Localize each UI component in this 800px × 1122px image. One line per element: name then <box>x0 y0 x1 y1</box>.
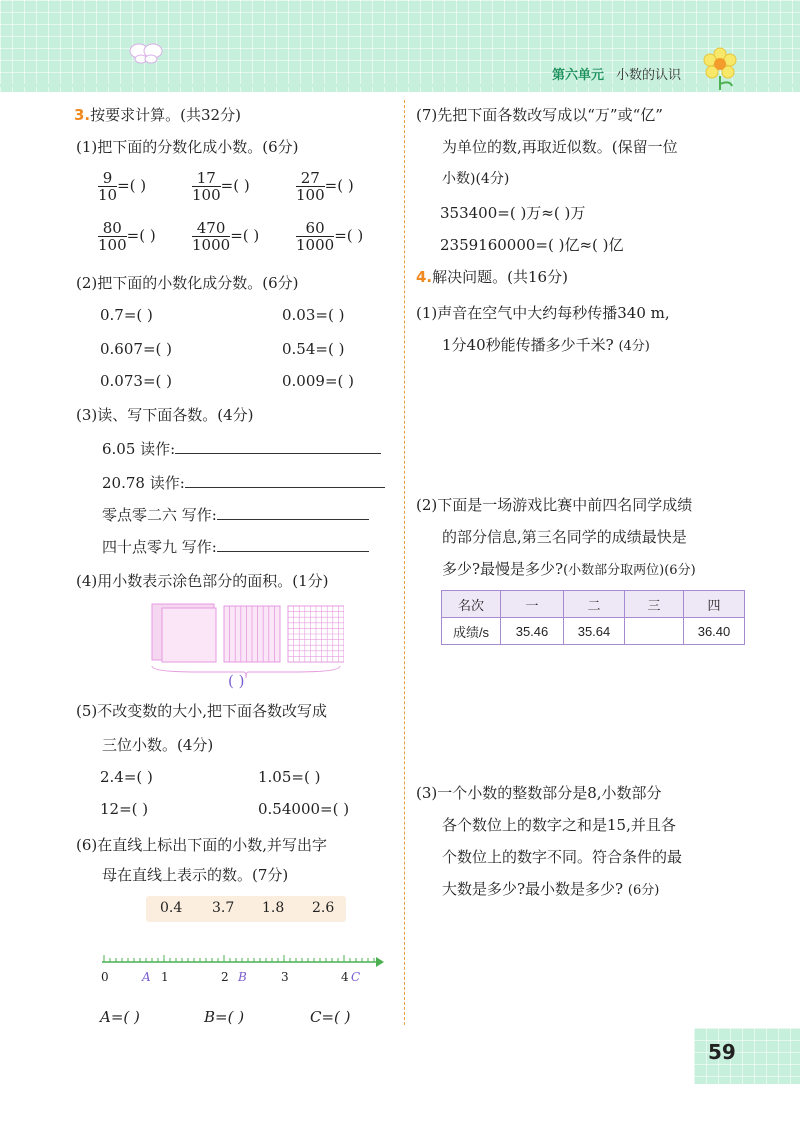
unit-label: 第六单元 <box>552 68 605 83</box>
q7-label-line2: 为单位的数,再取近似数。(保留一位 <box>442 138 678 156</box>
q7-label-line1: (7)先把下面各数改写成以“万”或“亿” <box>416 106 663 124</box>
fraction-blank: =( ) <box>324 176 354 195</box>
section4-points: (共16分) <box>507 268 568 286</box>
decimal-item: 0.009=( ) <box>282 372 354 390</box>
fraction-denominator: 100 <box>98 236 127 254</box>
p2-question: 多少?最慢是多少? <box>442 560 564 578</box>
answer-a: A=( ) <box>100 1008 140 1026</box>
fraction-blank: =( ) <box>220 176 250 195</box>
q7-item: 353400=( )万≈( )万 <box>440 204 586 222</box>
answer-line[interactable] <box>217 519 369 520</box>
fraction-item <box>296 170 354 203</box>
decimal-number: 1.8 <box>262 900 285 916</box>
decimal-item: 0.607=( ) <box>100 340 172 358</box>
flower-icon <box>700 46 740 90</box>
p1-question: 1分40秒能传播多少千米? <box>442 336 614 354</box>
read-write-prompt: 6.05 读作: <box>102 440 176 458</box>
table-header-cell: 一 <box>501 591 564 618</box>
p1-points: (4分) <box>618 339 650 354</box>
fraction-item <box>98 220 156 253</box>
fraction-numerator: 9 <box>98 170 117 187</box>
table-header-cell: 三 <box>625 591 684 618</box>
table-header-cell: 四 <box>684 591 745 618</box>
read-write-item <box>102 438 381 459</box>
q7-item: 2359160000=( )亿≈( )亿 <box>440 236 624 254</box>
fraction-numerator: 80 <box>98 220 127 237</box>
q5-label-line1: (5)不改变数的大小,把下面各数改写成 <box>76 702 328 720</box>
q2-label: (2)把下面的小数化成分数。(6分) <box>76 274 299 292</box>
point-label-a: A <box>142 970 151 984</box>
decimal-number: 3.7 <box>212 900 235 916</box>
p2-points: (小数部分取两位)(6分) <box>563 563 696 578</box>
table-cell: 35.46 <box>501 618 564 645</box>
three-decimal-item: 1.05=( ) <box>258 768 321 786</box>
page-number: 59 <box>708 1040 736 1064</box>
read-write-prompt: 零点零二六 写作: <box>102 506 217 524</box>
q6-label-line2: 母在直线上表示的数。(7分) <box>102 866 289 884</box>
p3-line1: (3)一个小数的整数部分是8,小数部分 <box>416 784 662 802</box>
point-label-b: B <box>238 970 247 984</box>
p2-line3 <box>442 558 696 579</box>
fraction-denominator: 10 <box>98 186 118 204</box>
three-decimal-item: 0.54000=( ) <box>258 800 350 818</box>
q4-answer-blank[interactable]: ( ) <box>228 672 245 690</box>
decimal-item: 0.03=( ) <box>282 306 345 324</box>
decimal-item: 0.073=( ) <box>100 372 172 390</box>
header-wave <box>0 84 800 94</box>
read-write-prompt: 四十点零九 写作: <box>102 538 217 556</box>
p1-line2 <box>442 334 650 355</box>
fraction-blank: =( ) <box>230 226 260 245</box>
table-row-label: 成绩/s <box>442 618 501 645</box>
answer-b: B=( ) <box>204 1008 245 1026</box>
section3-title <box>74 104 241 125</box>
p2-line1: (2)下面是一场游戏比赛中前四名同学成绩 <box>416 496 693 514</box>
table-header-row <box>442 591 745 618</box>
fraction-numerator: 17 <box>192 170 221 187</box>
decimal-item: 0.54=( ) <box>282 340 345 358</box>
point-label-c: C <box>351 970 361 984</box>
answer-c: C=( ) <box>310 1008 351 1026</box>
decimal-number: 2.6 <box>312 900 335 916</box>
q6-label-line1: (6)在直线上标出下面的小数,并写出字 <box>76 836 328 854</box>
fraction-numerator: 27 <box>296 170 325 187</box>
p3-line2: 各个数位上的数字之和是15,并且各 <box>442 816 676 834</box>
axis-label: 0 <box>101 970 109 984</box>
read-write-prompt: 20.78 读作: <box>102 474 185 492</box>
fraction-denominator: 1000 <box>296 236 335 254</box>
answer-line[interactable] <box>175 453 381 454</box>
read-write-item <box>102 504 369 525</box>
axis-label: 4 <box>341 970 349 984</box>
table-cell: 36.40 <box>684 618 745 645</box>
table-header-cell: 二 <box>564 591 625 618</box>
answer-line[interactable] <box>217 551 369 552</box>
p3-question: 大数是多少?最小数是多少? <box>442 880 624 898</box>
decimal-number: 0.4 <box>160 900 183 916</box>
fraction-denominator: 100 <box>296 186 325 204</box>
table-header-cell: 名次 <box>442 591 501 618</box>
fraction-item <box>296 220 363 253</box>
fraction-blank: =( ) <box>126 226 156 245</box>
answer-line[interactable] <box>185 487 385 488</box>
axis-label: 3 <box>281 970 289 984</box>
q3-label: (3)读、写下面各数。(4分) <box>76 406 254 424</box>
three-decimal-item: 12=( ) <box>100 800 149 818</box>
p3-points: (6分) <box>627 883 660 898</box>
fraction-item <box>192 170 250 203</box>
axis-label: 2 <box>221 970 229 984</box>
p2-line2: 的部分信息,第三名同学的成绩最快是 <box>442 528 687 546</box>
table-cell-blank[interactable] <box>625 618 684 645</box>
column-divider <box>404 100 405 1025</box>
q4-label: (4)用小数表示涂色部分的面积。(1分) <box>76 572 329 590</box>
p1-line1: (1)声音在空气中大约每秒传播340 m, <box>416 304 670 322</box>
butterfly-icon <box>128 42 164 64</box>
q1-label: (1)把下面的分数化成小数。(6分) <box>76 138 299 156</box>
p3-line4 <box>442 878 659 899</box>
topic-label: 小数的认识 <box>616 68 682 83</box>
section4-heading: 解决问题。 <box>432 268 508 286</box>
table-row <box>442 618 745 645</box>
read-write-item <box>102 472 385 493</box>
shaded-squares-figure <box>148 602 344 682</box>
fraction-item <box>192 220 259 253</box>
fraction-denominator: 100 <box>192 186 221 204</box>
section4-title <box>416 266 568 287</box>
q7-label-line3: 小数)(4分) <box>442 171 510 187</box>
q5-label-line2: 三位小数。(4分) <box>102 736 214 754</box>
fraction-denominator: 1000 <box>192 236 231 254</box>
fraction-numerator: 470 <box>192 220 230 237</box>
fraction-blank: =( ) <box>117 176 147 195</box>
read-write-item <box>102 536 369 557</box>
section3-number: 3. <box>74 106 91 124</box>
section3-points: (共32分) <box>180 106 241 124</box>
fraction-item <box>98 170 146 203</box>
fraction-numerator: 60 <box>296 220 334 237</box>
table-cell: 35.64 <box>564 618 625 645</box>
section4-number: 4. <box>416 268 433 286</box>
section3-heading: 按要求计算。 <box>90 106 181 124</box>
fraction-blank: =( ) <box>334 226 364 245</box>
decimal-item: 0.7=( ) <box>100 306 153 324</box>
p3-line3: 个数位上的数字不同。符合条件的最 <box>442 848 683 866</box>
three-decimal-item: 2.4=( ) <box>100 768 153 786</box>
score-table <box>441 590 745 645</box>
axis-label: 1 <box>161 970 169 984</box>
